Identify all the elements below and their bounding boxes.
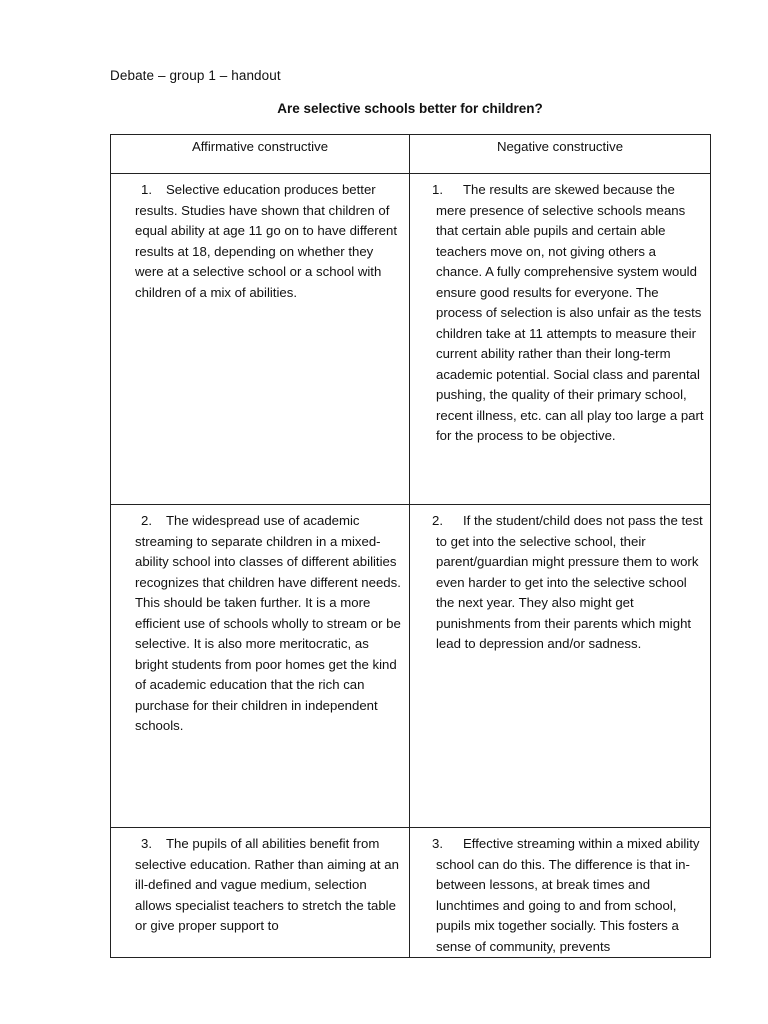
handout-header: Debate – group 1 – handout <box>110 68 281 83</box>
point-number: 2. <box>432 513 443 528</box>
point-text: The pupils of all abilities benefit from selective education. Rather than aiming at an ill-defined and vague medium, selection allows specialist teachers to stretch the table or give proper support to <box>135 836 399 933</box>
negative-point-1 <box>410 174 711 505</box>
point-text: If the student/child does not pass the test to get into the selective school, their parent/guardian might pressure them to work even harder to get into the selective school the next year. They also might get punishments from their parents which might lead to depression and/or sadness. <box>436 513 703 651</box>
affirmative-column-header: Affirmative constructive <box>111 135 410 174</box>
affirmative-point-3 <box>111 828 410 958</box>
point-number: 2. <box>141 513 152 528</box>
negative-point-3 <box>410 828 711 958</box>
debate-table <box>110 134 711 958</box>
table-row <box>111 828 711 958</box>
affirmative-point-1 <box>111 174 410 505</box>
negative-column-header: Negative constructive <box>410 135 711 174</box>
point-number: 1. <box>432 182 443 197</box>
table-header-row <box>111 135 711 174</box>
point-number: 1. <box>141 182 152 197</box>
point-text: Effective streaming within a mixed ability school can do this. The difference is that in-between lessons, at break times and lunchtimes and going to and from school, pupils mix together socially. This fosters a sense of community, prevents <box>436 836 700 954</box>
point-text: Selective education produces better results. Studies have shown that children of equal ability at age 11 go on to have different results at 18, depending on whether they were at a selective school or a school with children of a mix of abilities. <box>135 182 397 300</box>
affirmative-point-2 <box>111 505 410 828</box>
table-row <box>111 174 711 505</box>
table-row <box>111 505 711 828</box>
point-number: 3. <box>432 836 443 851</box>
point-text: The results are skewed because the mere presence of selective schools means that certain able pupils and certain able teachers move on, not giving others a chance. A fully comprehensive system would ensure good results for everyone. The process of selection is also unfair as the tests children take at 11 attempts to measure their current ability rather than their long-term academic potential. Social class and parental pushing, the quality of their primary school, recent illness, etc. can all play too large a part for the process to be objective. <box>436 182 704 443</box>
point-number: 3. <box>141 836 152 851</box>
negative-point-2 <box>410 505 711 828</box>
point-text: The widespread use of academic streaming to separate children in a mixed-ability school into classes of different abilities recognizes that children have different needs. This should be taken further. It is a more efficient use of schools wholly to stream or be selective. It is also more meritocratic, as bright students from poor homes get the kind of academic education that the rich can purchase for their children in independent schools. <box>135 513 401 733</box>
debate-title: Are selective schools better for children? <box>277 101 543 116</box>
